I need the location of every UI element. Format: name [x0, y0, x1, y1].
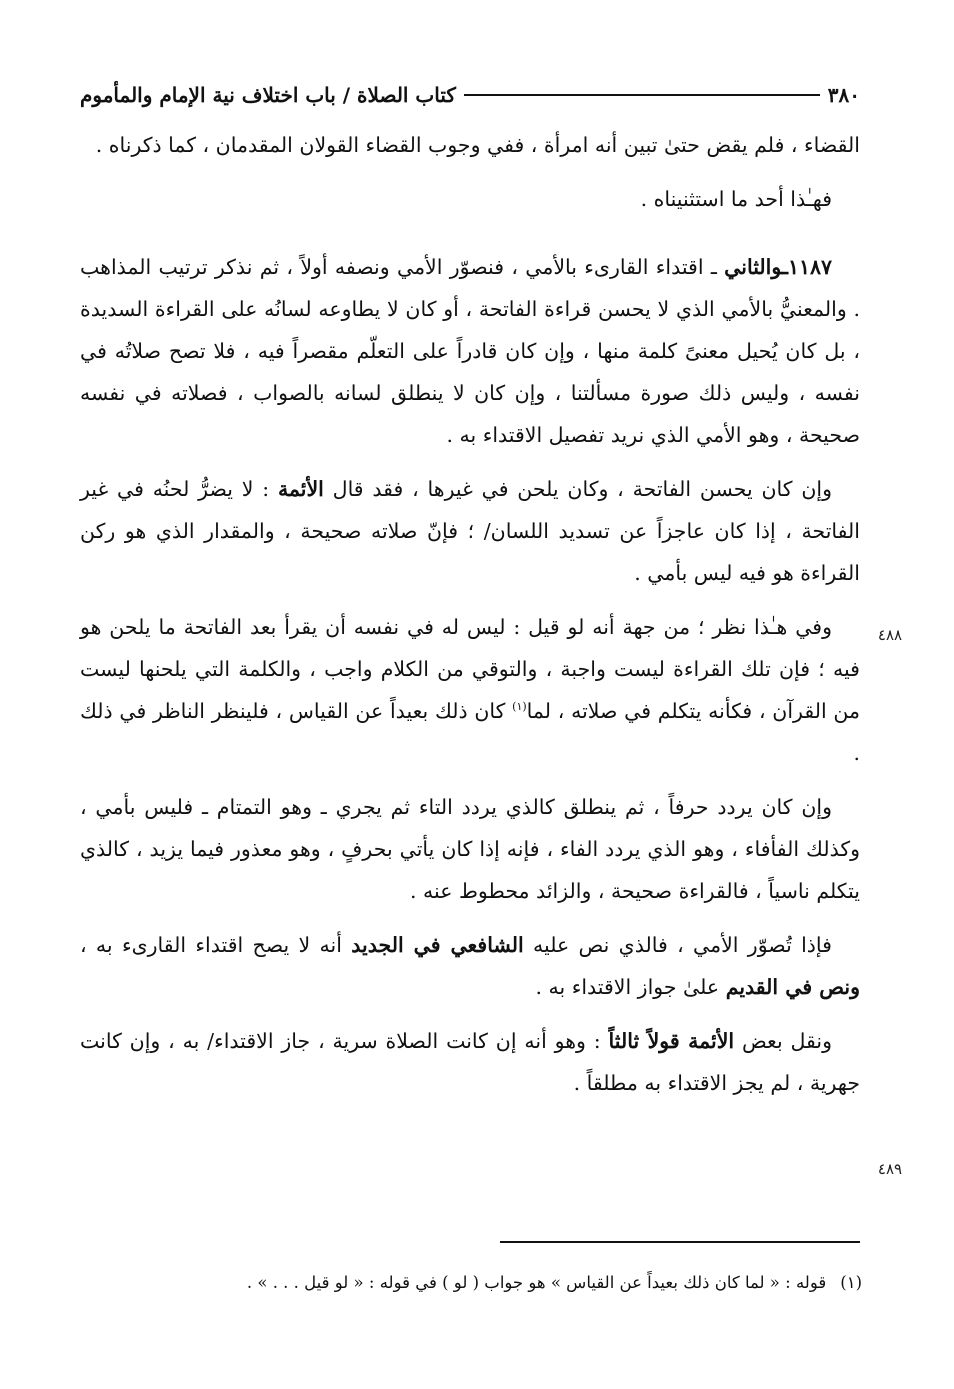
paragraph-4-text-a: وإن كان يحسن الفاتحة ، وكان يلحن في غيرها ، فقد قال [323, 477, 833, 501]
paragraph-1: القضاء ، فلم يقض حتىٰ تبين أنه امرأة ، ففي وجوب القضاء القولان المقدمان ، كما ذكرناه . [95, 133, 860, 157]
footnote [80, 1270, 862, 1296]
paragraph-7-bold-2: ونص في القديم [725, 975, 860, 999]
paragraph-7-text-b: أنه لا يصح اقتداء القارىء به ، [80, 933, 352, 957]
footnote-number: (١) [840, 1273, 862, 1292]
paragraph-5-text-a: وفي هـٰذا نظر ؛ من جهة أنه لو قيل : ليس له في نفسه أن يقرأ بعد الفاتحة ما يلحن هو فيه ؛ فإن تلك القراءة ليست واجبة ، والتوقي من الكلام واجب ، والكلمة التي يلحنها ليست من القرآن ، فكأنه يتكلم في صلاته ، لما [80, 615, 860, 723]
paragraph-7 [80, 924, 860, 1008]
footnote-separator [500, 1241, 860, 1243]
issue-heading: والثاني [724, 255, 782, 279]
header-rule [464, 94, 820, 96]
paragraph-7-bold-1: الشافعي في الجديد [351, 933, 524, 957]
paragraph-3-text: ـ اقتداء القارىء بالأمي ، فنصوّر الأمي ونصفه أولاً ، ثم نذكر ترتيب المذاهب . والمعنيُّ بالأمي الذي لا يحسن قراءة الفاتحة ، أو كان لا يطاوعه لسانُه على القراءة السديدة ، بل كان يُحيل معنىً كلمة منها ، وإن كان قادراً على التعلّم مقصراً فيه ، فلا تصح صلاتُه في نفسه ، وليس ذلك صورة مسألتنا ، وإن كان لا ينطلق لسانه بالصواب ، فصلاته في نفسه صحيحة ، وهو الأمي الذي نريد تفصيل الاقتداء به . [80, 255, 860, 447]
paragraph-8-bold: الأئمة قولاً ثالثاً [608, 1029, 735, 1053]
paragraph-8-text-b: : وهو أنه إن كانت الصلاة سرية ، جاز الاقتداء/ به ، وإن كانت جهرية ، لم يجز الاقتداء به مطلقاً . [80, 1029, 860, 1095]
paragraph-5-text-b: كان ذلك بعيداً عن القياس ، فلينظر الناظر في ذلك . [80, 699, 860, 765]
paragraph-8 [80, 1020, 860, 1104]
paragraph-4-bold: الأئمة [277, 477, 324, 501]
footnote-text: قوله : « لما كان ذلك بعيداً عن القياس » هو جواب ( لو ) في قوله : « لو قيل . . . » . [246, 1273, 827, 1292]
footnote-reference[interactable]: (١) [512, 700, 527, 714]
paragraph-7-text-c: علىٰ جواز الاقتداء به . [535, 975, 726, 999]
paragraph-7-text-a: فإذا تُصوّر الأمي ، فالذي نص عليه [523, 933, 832, 957]
main-text [80, 124, 860, 1104]
paragraph-2: فهـٰذا أحد ما استثنيناه . [640, 187, 832, 211]
running-title: كتاب الصلاة / باب اختلاف نية الإمام والمأموم [80, 83, 456, 107]
margin-folio-488: ٤٨٨ [877, 626, 903, 644]
margin-folio-489: ٤٨٩ [877, 1160, 903, 1178]
page-header [80, 78, 860, 112]
paragraph-5 [80, 606, 860, 774]
issue-number: ١١٨٧ـ [781, 255, 832, 279]
paragraph-4 [80, 468, 860, 594]
paragraph-8-text-a: ونقل بعض [734, 1029, 832, 1053]
paragraph-4-text-b: : لا يضرُّ لحنُه في غير الفاتحة ، إذا كان عاجزاً عن تسديد اللسان/ ؛ فإنّ صلاته صحيحة ، والمقدار الذي هو ركن القراءة هو فيه ليس بأمي . [80, 477, 860, 585]
paragraph-3 [80, 246, 860, 456]
page-number: ٣٨٠ [827, 83, 860, 107]
paragraph-6: وإن كان يردد حرفاً ، ثم ينطلق كالذي يردد التاء ثم يجري ـ وهو التمتام ـ فليس بأمي ، وكذلك الفأفاء ، وهو الذي يردد الفاء ، فإنه إذا كان يأتي بحرفٍ ، وهو معذور فيما يزيد ، كالذي يتكلم ناسياً ، فالقراءة صحيحة ، والزائد محطوط عنه . [80, 795, 860, 903]
